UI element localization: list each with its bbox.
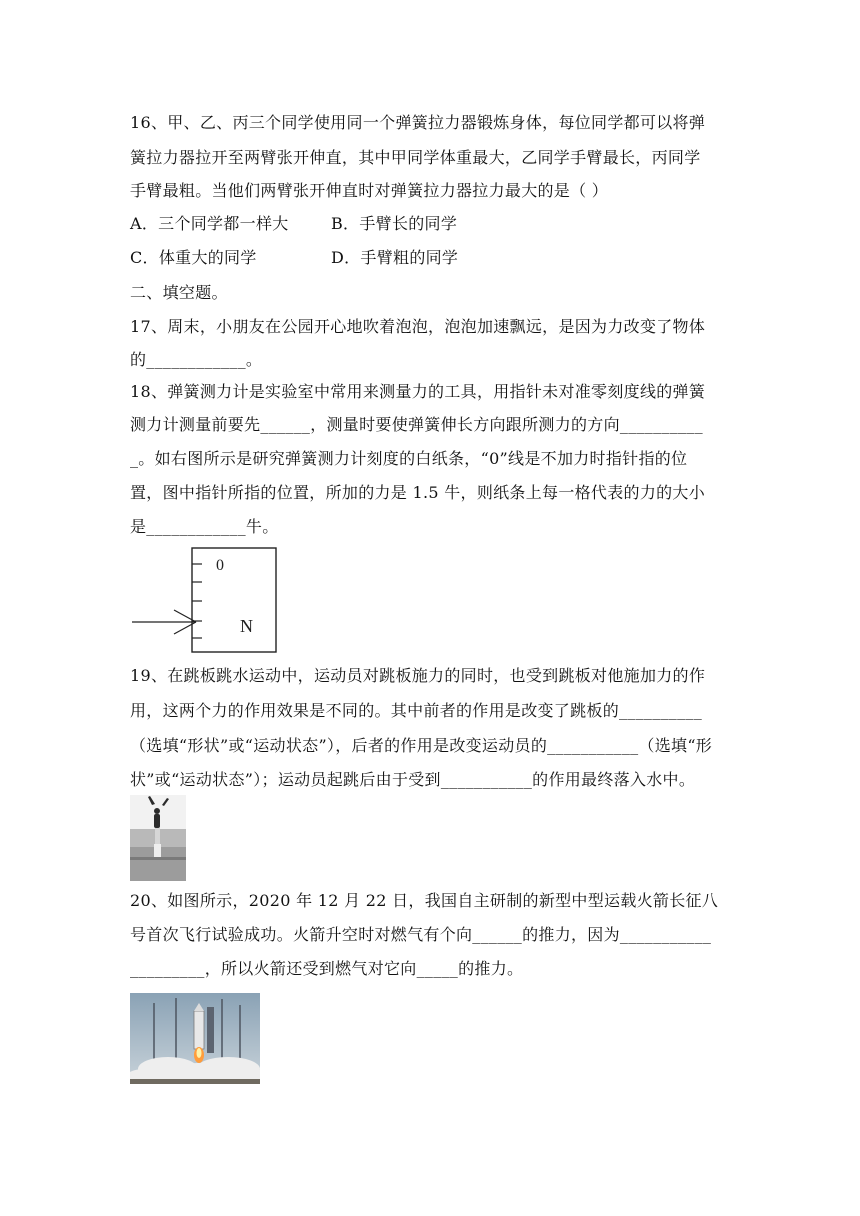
- q17-line-1: 17、周末，小朋友在公园开心地吹着泡泡，泡泡加速飘远，是因为力改变了物体: [130, 317, 706, 336]
- q17-line-2: 的____________。: [130, 350, 263, 369]
- diver-photo: [130, 795, 186, 881]
- q16-option-b: B．手臂长的同学: [331, 214, 458, 233]
- pointer-arrow: [132, 610, 196, 634]
- q19-line-1: 19、在跳板跳水运动中，运动员对跳板施力的同时，也受到跳板对他施加力的作: [130, 666, 706, 685]
- q18-line-5: 是____________牛。: [130, 517, 279, 536]
- unit-label: N: [240, 616, 253, 636]
- q16-option-d: D．手臂粗的同学: [331, 248, 459, 267]
- q16-option-a: A．三个同学都一样大: [130, 214, 289, 233]
- q19-line-2: 用，这两个力的作用效果是不同的。其中前者的作用是改变了跳板的__________: [130, 701, 703, 720]
- q16-line-1: 16、甲、乙、丙三个同学使用同一个弹簧拉力器锻炼身体，每位同学都可以将弹: [130, 113, 706, 132]
- rocket-launch-photo: [130, 993, 260, 1084]
- q20-line-3: _________，所以火箭还受到燃气对它向_____的推力。: [130, 959, 524, 978]
- section-heading-fill-in: 二、填空题。: [130, 283, 228, 302]
- q18-line-4: 置，图中指针所指的位置，所加的力是 1.5 牛，则纸条上每一格代表的力的大小: [130, 483, 706, 502]
- q18-line-3: _。如右图所示是研究弹簧测力计刻度的白纸条，“0”线是不加力时指针指的位: [130, 449, 688, 468]
- q16-option-c: C．体重大的同学: [130, 248, 257, 267]
- q18-line-2: 测力计测量前要先______，测量时要使弹簧伸长方向跟所测力的方向__________: [130, 415, 703, 434]
- spring-scale-strip-figure: [130, 546, 280, 656]
- q16-line-3: 手臂最粗。当他们两臂张开伸直时对弹簧拉力器拉力最大的是（ ）: [130, 181, 609, 200]
- q20-line-2: 号首次飞行试验成功。火箭升空时对燃气有个向______的推力，因为___________: [130, 925, 712, 944]
- q16-line-2: 簧拉力器拉开至两臂张开伸直，其中甲同学体重最大，乙同学手臂最长，丙同学: [130, 148, 701, 167]
- q20-line-1: 20、如图所示，2020 年 12 月 22 日，我国自主研制的新型中型运载火箭长征八: [130, 891, 719, 910]
- q19-line-4: 状”或“运动状态”）；运动员起跳后由于受到___________的作用最终落入水中。: [130, 770, 696, 789]
- q19-line-3: （选填“形状”或“运动状态”），后者的作用是改变运动员的___________（选填“形: [130, 736, 713, 755]
- zero-mark-label: 0: [216, 557, 224, 574]
- q18-line-1: 18、弹簧测力计是实验室中常用来测量力的工具，用指针未对准零刻度线的弹簧: [130, 382, 706, 401]
- paper-strip: [192, 548, 276, 652]
